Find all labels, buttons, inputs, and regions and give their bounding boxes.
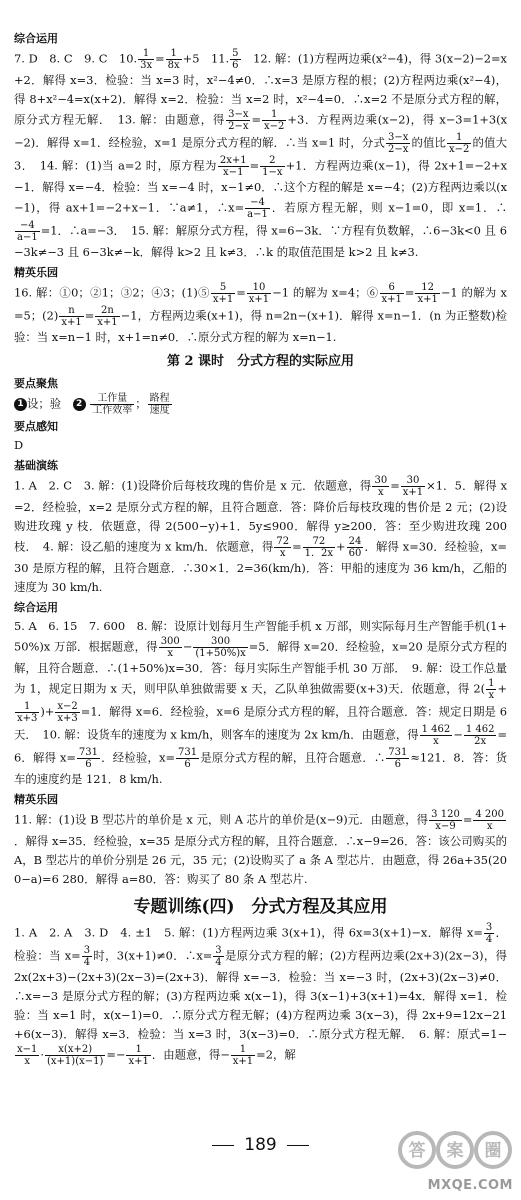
fraction: $\frac{1}{x}$ bbox=[488, 678, 495, 701]
fraction: $\frac{\text{工作量}}{\text{工作效率}}$ bbox=[92, 393, 133, 416]
fraction: $\frac{-4}{a-1}$ bbox=[17, 220, 38, 243]
fraction: $\frac{1}{x-2}$ bbox=[449, 132, 470, 155]
fraction: $\frac{3 120}{x-9}$ bbox=[431, 809, 460, 832]
fraction: $\frac{2}{1-x}$ bbox=[262, 155, 283, 178]
fraction: $\frac{5}{6}$ bbox=[232, 48, 239, 71]
section-heading: 综合运用 bbox=[14, 32, 58, 45]
fraction: $\frac{\text{路程}}{\text{速度}}$ bbox=[149, 393, 170, 416]
section-heading: 精英乐园 bbox=[14, 793, 58, 806]
answer-paragraph-7-15: 7. D 8. C 9. C 10. $\frac{1}{3x}$ = $\frac{1}{8x}$ +5 11. $\frac{5}{6}$ 12. 解：(1)方程两边乘(x²−4)，得 3(x−2)−2=x+2．解得 x=3．检验：当 x=3 时，x²−4≠0．∴x=3 是原方程的根；(2)方程两边乘(x²−4)，得 8+x²−4=x(x+2)．解得 x=2．检验：当 x=2 时，x²−4=0．∴x=2 不是原分式方程的解，原分式方程无解． 13. 解：由题意，得 $\frac{3-x}{2-x}$ = $\frac{1}{x-2}$ +3．方程两边乘(x−2)，得 x−3=1+3(x−2)．解得 x=1．经检验，x=1 是原分式方程的解．∴当 x=1 时，分式 $\frac{3-x}{2-x}$ 的值比 $\frac{1}{x-2}$ 的值大 3． 14. 解：(1)当 a=2 时，原方程为 $\frac{2x+1}{x-1}$ = $\frac{2}{1-x}$ +1．方程两边乘(x−1)，得 2x+1=−2+x−1．解得 x=−4．检验：当 x=−4 时，x−1≠0．∴这个方程的解是 x=−4；(2)方程两边乘以(x−1)，得 ax+1=−2+x−1．∵a≠1，∴x= $\frac{-4}{a-1}$ ．若原方程无解，则 x−1=0，即 x=1．∴ $\frac{-4}{a-1}$ =1．∴a=−3． 15. 解：解原分式方程，得 x=6−3k．∵方程有负数解，∴6−3k<0 且 6−3k≠−3 且 6−3k≠−k．解得 k>2 且 k≠3．∴k 的取值范围是 k>2 且 k≠3. bbox=[14, 48, 508, 259]
divider bbox=[212, 1145, 234, 1146]
page-number: 189 bbox=[0, 1136, 521, 1155]
fraction: $\frac{300}{x}$ bbox=[160, 636, 180, 659]
fraction: $\frac{x-1}{x}$ bbox=[17, 1044, 38, 1067]
fraction: $\frac{x(x+2)}{(x+1)(x-1)}$ bbox=[47, 1044, 104, 1067]
section-heading: 要点聚焦 bbox=[14, 377, 58, 390]
fraction: $\frac{24}{60}$ bbox=[348, 536, 362, 559]
fraction: $\frac{1}{x+3}$ bbox=[17, 701, 38, 724]
answer-paragraph-5-10: 5. A 6. 15 7. 600 8. 解：设原计划每月生产智能手机 x 万部，则实际每月生产智能手机(1+50%)x 万部．根据题意，得 $\frac{300}{x}$ − $\frac{300}{(1+50\%)x}$ =5．解得 x=20．经检验，x=20 是原分式方程的解，且符合题意．∴(1+50%)x=30．答：每月实际生产智能手机 30 万部． 9. 解：设工作总量为 1，规定日期为 x 天，则甲队单独做需要 x 天，乙队单独做需要(x+3)天．依题意，得 2( $\frac{1}{x}$ + $\frac{1}{x+3}$ )+ $\frac{x-2}{x+3}$ =1．解得 x=6．经检验，x=6 是原分式方程的解，且符合题意．答：规定日期是 6 天． 10. 解：设货车的速度为 x km/h，则客车的速度为 2x km/h．由题意，得 $\frac{1 462}{x}$ − $\frac{1 462}{2x}$ =6．解得 x= $\frac{731}{6}$ ．经检验，x= $\frac{731}{6}$ 是原分式方程的解，且符合题意．∴ $\frac{731}{6}$ ≈121．8．答：货车的速度约是 121．8 km/h. bbox=[14, 619, 507, 786]
watermark-char: 案 bbox=[446, 1141, 464, 1161]
fraction: $\frac{1 462}{x}$ bbox=[421, 724, 451, 747]
number-badge: 2 bbox=[73, 398, 86, 411]
fraction: $\frac{x-2}{x+3}$ bbox=[57, 701, 78, 724]
fraction: $\frac{3-x}{2-x}$ bbox=[228, 109, 249, 132]
number-badge: 1 bbox=[14, 398, 27, 411]
fraction: $\frac{-4}{a-1}$ bbox=[247, 197, 268, 220]
section-heading: 精英乐园 bbox=[14, 266, 58, 279]
key-perception-answer: D bbox=[14, 438, 24, 452]
fraction: $\frac{2x+1}{x-1}$ bbox=[219, 155, 247, 178]
fraction: $\frac{3}{4}$ bbox=[485, 922, 493, 945]
fraction: $\frac{1}{x+1}$ bbox=[232, 1044, 254, 1067]
fraction: $\frac{1}{x-2}$ bbox=[264, 109, 285, 132]
fraction: $\frac{n}{x+1}$ bbox=[61, 305, 82, 328]
watermark-url: MXQE.COM bbox=[427, 1178, 513, 1193]
fraction: $\frac{1}{x+1}$ bbox=[128, 1044, 149, 1067]
lesson-title: 第 2 课时 分式方程的实际应用 bbox=[166, 354, 355, 369]
watermark-char: 圈 bbox=[484, 1141, 502, 1161]
divider bbox=[287, 1145, 309, 1146]
special-training-title: 专题训练(四) 分式方程及其应用 bbox=[133, 897, 388, 917]
fraction: $\frac{72}{x}$ bbox=[276, 536, 290, 559]
answer-paragraph-11: 11. 解：(1)设 B 型芯片的单价是 x 元，则 A 芯片的单价是(x−9)元．由题意，得 $\frac{3 120}{x-9}$ = $\frac{4 200}{x}$ ．解得 x=35．经检验，x=35 是原分式方程的解，且符合题意．∴x−9=26．答：该公司购买的 A，B 型芯片的单价分别是 26 元，35 元；(2)设购买了 a 条 A 型芯片．由题意，得 26a+35(200−a)=6 280．解得 a=80．答：购买了 80 条 A 型芯片. bbox=[14, 809, 507, 886]
section-heading: 综合运用 bbox=[14, 601, 58, 614]
key-points-answer: 1 设；验 2 $\frac{\text{工作量}}{\text{工作效率}}$ ； $\frac{\text{路程}}{\text{速度}}$ bbox=[14, 393, 507, 416]
fraction: $\frac{6}{x+1}$ bbox=[381, 282, 402, 305]
fraction: $\frac{30}{x}$ bbox=[374, 475, 388, 498]
fraction: $\frac{731}{6}$ bbox=[78, 747, 99, 770]
fraction: $\frac{1}{8x}$ bbox=[167, 48, 180, 71]
answer-paragraph-16: 16. 解：①0；②1；③2；④3；(1)⑤ $\frac{5}{x+1}$ = $\frac{10}{x+1}$ −1 的解为 x=4；⑥ $\frac{6}{x+1}$ = $\frac{12}{x+1}$ −1 的解为 x=5；(2) $\frac{n}{x+1}$ = $\frac{2n}{x+1}$ −1，方程两边乘(x+1)，得 n=2n−(x+1)．解得 x=n−1．(n 为正整数)检验：当 x=n−1 时，x+1=n≠0．∴原分式方程的解为 x=n−1. bbox=[14, 282, 507, 344]
fraction: $\frac{2n}{x+1}$ bbox=[97, 305, 118, 328]
fraction: $\frac{72}{1.2x}$ bbox=[304, 536, 334, 559]
section-heading: 基础演练 bbox=[14, 459, 58, 472]
fraction: $\frac{731}{6}$ bbox=[388, 747, 408, 770]
fraction: $\frac{4 200}{x}$ bbox=[475, 809, 504, 832]
fraction: $\frac{5}{x+1}$ bbox=[212, 282, 234, 305]
fraction: $\frac{3}{4}$ bbox=[83, 945, 91, 968]
fraction: $\frac{10}{x+1}$ bbox=[248, 282, 270, 305]
fraction: $\frac{30}{x+1}$ bbox=[402, 475, 424, 498]
fraction: $\frac{731}{6}$ bbox=[178, 747, 198, 770]
section-heading: 要点感知 bbox=[14, 420, 58, 433]
answer-paragraph-special: 1. A 2. A 3. D 4. ±1 5. 解：(1)方程两边乘 3(x+1)，得 6x=3(x+1)−x．解得 x= $\frac{3}{4}$ ．检验：当 x= $\frac{3}{4}$ 时，3(x+1)≠0．∴x= $\frac{3}{4}$ 是原分式方程的解；(2)方程两边乘(2x+3)(2x−3)，得 2x(2x+3)−(2x+3)(2x−3)=(2x+3)．解得 x=−3．检验：当 x=−3 时，(2x+3)(2x−3)≠0．∴x=−3 是原分式方程的解；(3)方程两边乘 x(x−1)，得 3(x−1)+3(x+1)=4x．解得 x=1．检验：当 x=1 时，x(x−1)=0．∴原分式方程无解；(4)方程两边乘 3(x−3)，得 2x+9=12x−21+6(x−3)．解得 x=3．检验：当 x=3 时，3(x−3)=0．∴原分式方程无解． 6. 解：原式=1− $\frac{x-1}{x}$ · $\frac{x(x+2)}{(x+1)(x-1)}$ =− $\frac{1}{x+1}$ ．由题意，得− $\frac{1}{x+1}$ =2，解 bbox=[14, 922, 507, 1067]
fraction: $\frac{1 462}{2x}$ bbox=[465, 724, 495, 747]
answer-paragraph-1-4: 1. A 2. C 3. 解：(1)设降价后每枝玫瑰的售价是 x 元．依题意，得 $\frac{30}{x}$ = $\frac{30}{x+1}$ ×1．5．解得 x=2．经检验，x=2 是原分式方程的解，且符合题意．答：降价后每枝玫瑰的售价是 2 元；(2)设购进玫瑰 y 枝．依题意，得 2(500−y)+1．5y≤900．解得 y≥200．答：至少购进玫瑰 200 枝． 4. 解：设乙船的速度为 x km/h．依题意，得 $\frac{72}{x}$ = $\frac{72}{1.2x}$ + $\frac{24}{60}$ ．解得 x=30．经检验，x=30 是原方程的解，且符合题意．∴30×1．2=36(km/h)．答：甲船的速度为 36 km/h，乙船的速度为 30 km/h. bbox=[14, 475, 507, 594]
watermark-char: 答 bbox=[408, 1141, 426, 1161]
fraction: $\frac{300}{(1+50\%)x}$ bbox=[195, 636, 246, 659]
fraction: $\frac{3}{4}$ bbox=[215, 945, 222, 968]
fraction: $\frac{1}{3x}$ bbox=[140, 48, 153, 71]
fraction: $\frac{12}{x+1}$ bbox=[417, 282, 438, 305]
fraction: $\frac{3-x}{2-x}$ bbox=[387, 132, 409, 155]
